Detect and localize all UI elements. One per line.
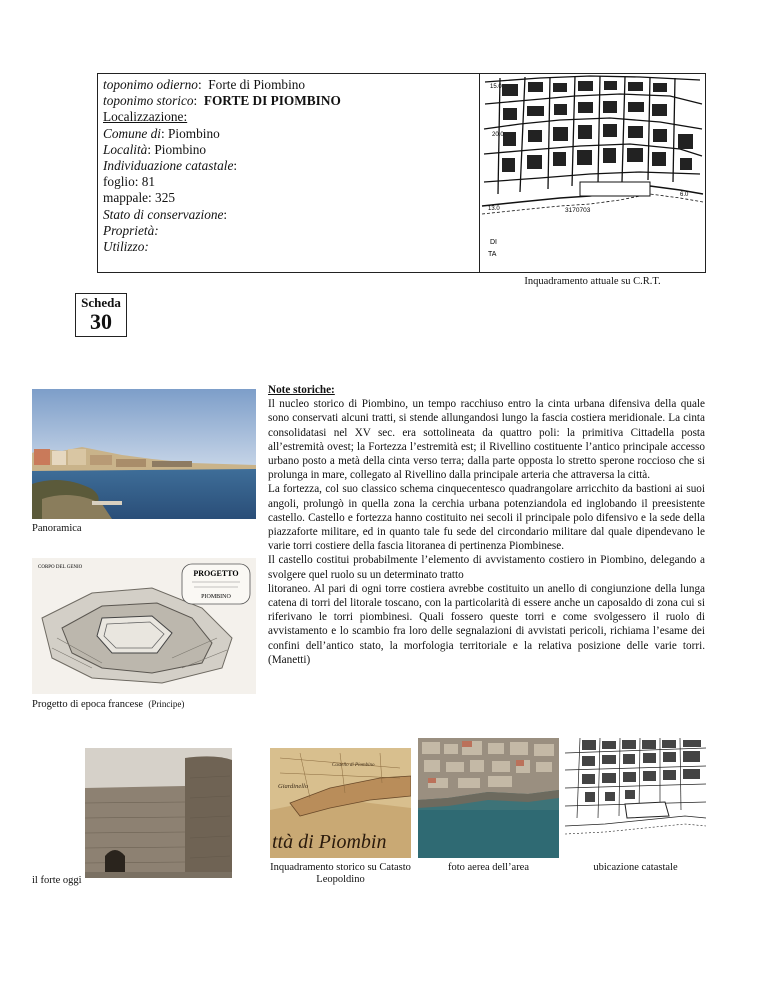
map-caption: Inquadramento attuale su C.R.T. [524,276,661,287]
catasto-leopoldino-map [270,748,411,858]
progetto-caption-text: Progetto di epoca francese [32,699,144,710]
historic-castello: Castello di Piombino [332,763,375,768]
map-label-13: 13.0 [488,206,500,212]
localita-value: Piombino [154,141,207,157]
toponimo-storico-label: toponimo storico [103,93,194,109]
proprieta: Proprietà: [103,222,159,238]
notes-paragraph-4: litoraneo. Al pari di ogni torre costiera avrebbe costituito un anello di congiunzione della lunga catena di torri del litorale toscano, con la particolarità di essere anche un caposaldo di zona cui si riferivano le torri piombinesi. Quali fossero queste torri e come svolgessero il ruolo di avvistamento e lo scambio fra loro delle segnalazioni di avvistati pericoli, richiama l’esame dei confini dell’antico stato, la morfologia territoriale e la relativa posizione delle varie torri. (Manetti) [268,582,705,666]
localizzazione-heading: Localizzazione: [103,109,188,125]
toponimo-odierno-value: Forte di Piombino [208,77,306,92]
notes-paragraph-2: La fortezza, col suo classico schema cinquecentesco quadrangolare arricchito da bastioni ai suoi angoli, prolungò in quella zona la cerchia urbana potenziandola ed inglobando il preesistente castello. Castello e fortezza hanno costituito nei secoli il principale polo difensivo e la sede della piazzaforte militare, ed in quanto tale fu sede del circondario militare dal quale dipendevano le varie torri costiere della fascia litoranea di pertinenza Piombinese. [268,483,705,553]
utilizzo: Utilizzo: [103,239,149,255]
map-label-ta: TA [488,251,497,258]
progetto-drawing [32,558,256,694]
storico-caption: Inquadramento storico su Catasto Leopoldino [270,862,411,885]
map-label-6: 6.0 [680,192,689,198]
scheda-number: 30 [90,309,112,334]
panoramica-caption: Panoramica [32,523,82,534]
scheda-box [75,293,127,337]
note-storiche [268,383,705,667]
map-code: 3170703 [565,207,591,214]
aerea-caption: foto aerea dell’area [447,862,530,873]
notes-paragraph-1: Il nucleo storico di Piombino, un tempo racchiuso entro la cinta urbana difensiva della quale sono conservati alcuni tratti, si stende allungandosi lungo la fascia costiera meridionale. La cinta consolidatasi nel XV sec. era sottolineata da quattro poli: la primitiva Cittadella posta all’estremità ovest; la Fortezza l’estremità est; il Rivellino costituente l’antico principale accesso urbano posto a metà della cinta verso terra; dalla parte opposta lo stretto sperone roccioso che si prolunga in mare, collegato al Rivellino dalla principale arteria che attraversa la città. [268,398,705,482]
toponimo-storico-value: FORTE DI PIOMBINO [203,93,341,109]
foglio: foglio: 81 [103,174,156,190]
drawing-piombino: PIOMBINO [201,594,231,600]
notes-title: Note storiche: [268,384,335,396]
comune-value: Piombino [168,125,220,141]
individuazione-label: Individuazione catastale [103,158,234,174]
progetto-caption [32,698,184,711]
map-label-di: DI [490,239,497,246]
scheda-label: Scheda [81,295,121,310]
mappale: mappale: 325 [103,190,176,206]
info-box: toponimo odierno: Forte di Piombino toponimo storico: FORTE DI PIOMBINO Localizzazione: Comune di: Piombino Località: Piombino Individuazione catastale: foglio: 81 mappale: 325 Stato di conservazione: Proprietà: Utilizzo: [97,73,479,273]
comune-label: Comune di [103,125,161,141]
aerial-photo [418,738,559,858]
notes-paragraph-3: Il castello costitui probabilmente l’elemento di avvistamento costiero in Piombino, delegando a svolgere quel ruolo su un determinato tratto [268,554,705,581]
drawing-progetto: PROGETTO [193,569,239,578]
catastale-map [565,738,706,858]
map-label-20: 20.0 [492,132,504,138]
catastale-caption: ubicazione catastale [593,862,678,873]
forte-oggi-caption: il forte oggi [32,875,82,886]
crt-map [479,73,706,273]
localita-label: Località [103,141,148,157]
historic-citta: ttà di Piombin [272,831,387,853]
historic-giardinello: Giardinello [278,783,309,790]
panoramica-photo [32,389,256,519]
progetto-caption-source: (Principe) [148,699,185,709]
forte-oggi-photo [85,748,232,878]
drawing-corpo: CORPO DEL GENIO [38,565,83,570]
stato-label: Stato di conservazione [103,206,224,222]
map-label-15: 15.0 [490,84,502,90]
toponimo-odierno-label: toponimo odierno [103,77,198,92]
